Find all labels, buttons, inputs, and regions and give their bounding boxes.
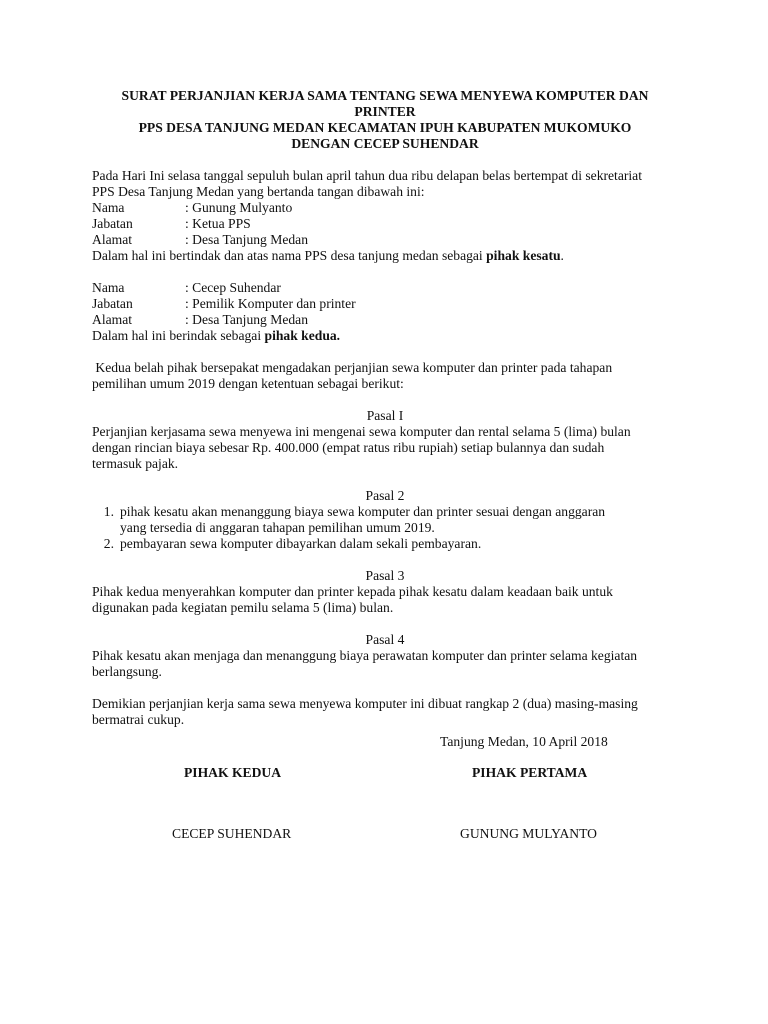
pasal-1-line-1: Perjanjian kerjasama sewa menyewa ini mengenai sewa komputer dan rental selama 5 (lima) bulan (92, 424, 631, 439)
pasal-4-line-1: Pihak kesatu akan menjaga dan menanggung biaya perawatan komputer dan printer selama kegiatan (92, 648, 638, 663)
title-line-2: PRINTER (354, 104, 416, 119)
party-1-name-key: Nama (92, 200, 125, 215)
intro-line-1: Pada Hari Ini selasa tanggal sepuluh bulan april tahun dua ribu delapan belas bertempat di sekretariat (92, 168, 642, 183)
agreement-line-1: Kedua belah pihak bersepakat mengadakan perjanjian sewa komputer dan printer pada tahapan (92, 360, 613, 375)
intro-line-2: PPS Desa Tanjung Medan yang bertanda tangan dibawah ini: (92, 184, 425, 199)
party-1-address-value: : Desa Tanjung Medan (185, 232, 309, 247)
party-1-statement-text: Dalam hal ini bertindak dan atas nama PPS desa tanjung medan sebagai (92, 248, 487, 263)
pasal-3-heading: Pasal 3 (365, 568, 405, 583)
pasal-1-line-2: dengan rincian biaya sebesar Rp. 400.000 (empat ratus ribu rupiah) setiap bulannya dan sudah (92, 440, 605, 455)
list-item (92, 536, 678, 552)
closing-paragraph (92, 696, 678, 728)
list-item-number: 2. (103, 536, 114, 551)
pasal-4-section (92, 632, 678, 680)
party-2-address-row (92, 312, 678, 328)
party-2-address-key: Alamat (92, 312, 133, 327)
left-party-role: PIHAK KEDUA (184, 765, 282, 780)
right-party-role: PIHAK PERTAMA (472, 765, 588, 780)
pasal-4-line-2: berlangsung. (92, 664, 162, 679)
party-2-position-value: : Pemilik Komputer dan printer (185, 296, 356, 311)
list-item-number: 1. (103, 504, 114, 519)
pasal-3-section (92, 568, 678, 616)
left-party-name: CECEP SUHENDAR (172, 826, 292, 841)
document-title (92, 88, 678, 152)
party-2-address-value: : Desa Tanjung Medan (185, 312, 309, 327)
pasal-1-heading: Pasal I (366, 408, 404, 423)
party-2-statement (92, 328, 678, 344)
pasal-3-line-2: digunakan pada kegiatan pemilu selama 5 (lima) bulan. (92, 600, 394, 615)
party-1-position-row (92, 216, 678, 232)
party-2-designation: pihak kedua. (264, 328, 341, 343)
pasal-1-section (92, 408, 678, 472)
party-1-name-row (92, 200, 678, 216)
party-1-address-key: Alamat (92, 232, 133, 247)
pasal-2-list (92, 504, 678, 552)
party-1-name-value: : Gunung Mulyanto (185, 200, 293, 215)
list-item-line-2: yang tersedia di anggaran tahapan pemilihan umum 2019. (120, 520, 435, 535)
list-item (92, 504, 678, 536)
party-1-statement (92, 248, 678, 264)
party-2-position-key: Jabatan (92, 296, 133, 311)
pasal-2-section (92, 488, 678, 552)
list-item-line-1: pihak kesatu akan menanggung biaya sewa komputer dan printer sesuai dengan anggaran (120, 504, 606, 519)
party-1-position-value: : Ketua PPS (185, 216, 251, 231)
party-1-details (92, 200, 678, 264)
closing-line-2: bermatrai cukup. (92, 712, 185, 727)
document-body (92, 88, 678, 728)
title-line-4: DENGAN CECEP SUHENDAR (291, 136, 479, 151)
closing-line-1: Demikian perjanjian kerja sama sewa menyewa komputer ini dibuat rangkap 2 (dua) masing-masing (92, 696, 638, 711)
title-line-3: PPS DESA TANJUNG MEDAN KECAMATAN IPUH KABUPATEN MUKOMUKO (138, 120, 632, 135)
agreement-line-2: pemilihan umum 2019 dengan ketentuan sebagai berikut: (92, 376, 404, 391)
party-2-name-key: Nama (92, 280, 125, 295)
party-1-statement-end: . (560, 248, 564, 263)
party-2-details (92, 280, 678, 344)
party-2-name-value: : Cecep Suhendar (185, 280, 281, 295)
place-date: Tanjung Medan, 10 April 2018 (440, 734, 608, 749)
list-item-line-1: pembayaran sewa komputer dibayarkan dalam sekali pembayaran. (120, 536, 482, 551)
party-1-position-key: Jabatan (92, 216, 133, 231)
party-2-name-row (92, 280, 678, 296)
party-2-position-row (92, 296, 678, 312)
party-1-address-row (92, 232, 678, 248)
party-1-designation: pihak kesatu (486, 248, 561, 263)
pasal-3-line-1: Pihak kedua menyerahkan komputer dan printer kepada pihak kesatu dalam keadaan baik untuk (92, 584, 613, 599)
intro-paragraph (92, 168, 678, 200)
title-line-1: SURAT PERJANJIAN KERJA SAMA TENTANG SEWA MENYEWA KOMPUTER DAN (121, 88, 649, 103)
pasal-2-heading: Pasal 2 (365, 488, 405, 503)
right-party-name: GUNUNG MULYANTO (460, 826, 597, 841)
agreement-paragraph (92, 360, 678, 392)
pasal-4-heading: Pasal 4 (365, 632, 405, 647)
pasal-1-line-3: termasuk pajak. (92, 456, 179, 471)
party-2-statement-text: Dalam hal ini berindak sebagai (92, 328, 265, 343)
